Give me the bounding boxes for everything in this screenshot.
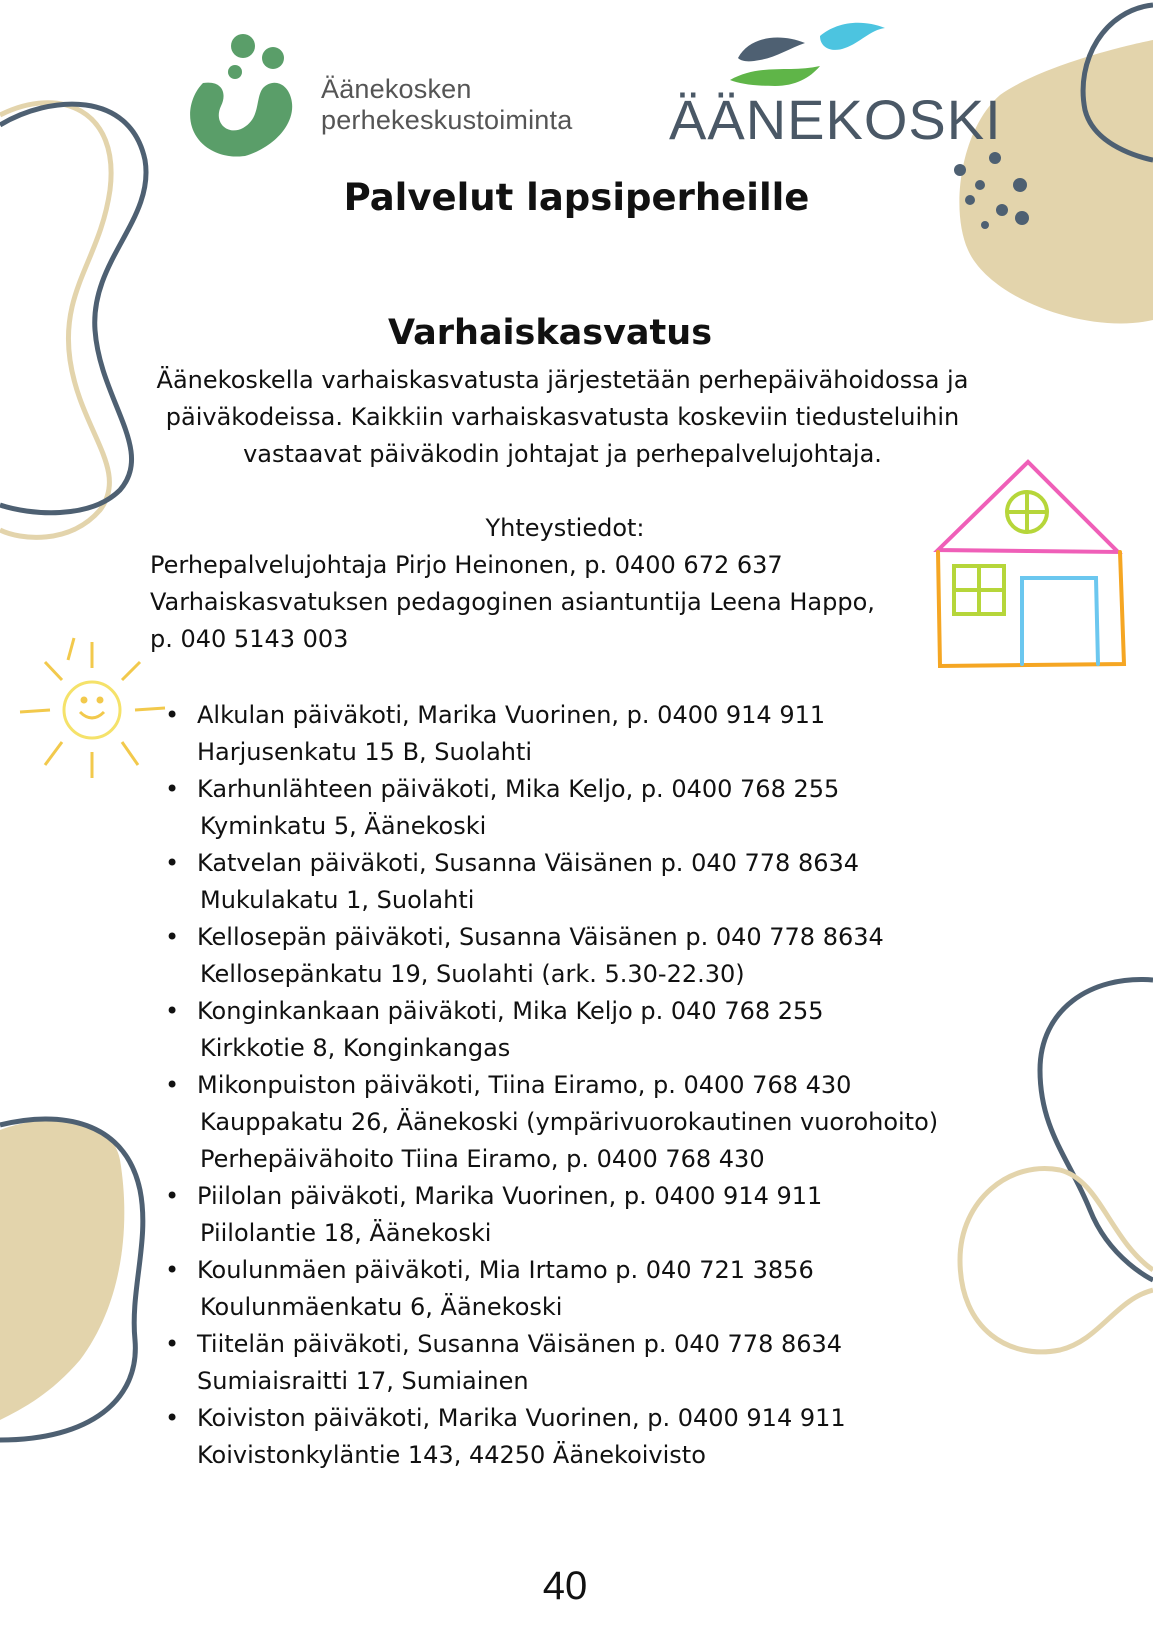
daycare-address: Sumiaisraitti 17, Sumiainen — [197, 1367, 529, 1395]
sun-drawing-icon — [20, 638, 165, 778]
city-name: ÄÄNEKOSKI — [669, 88, 1002, 151]
daycare-contact: • Mikonpuiston päiväkoti, Tiina Eiramo, p. 0400 768 430 — [197, 1071, 852, 1099]
intro-line: päiväkodeissa. Kaikkiin varhaiskasvatusta koskeviin tiedusteluihin — [165, 403, 960, 431]
list-item — [165, 1067, 995, 1178]
list-item — [165, 1178, 995, 1252]
daycare-address: Mukulakatu 1, Suolahti — [200, 886, 475, 914]
contact-pedagogical-expert: Varhaiskasvatuksen pedagoginen asiantuntija Leena Happo, — [150, 588, 875, 616]
org-name-line2: perhekeskustoiminta — [321, 105, 573, 135]
daycare-address: Piilolantie 18, Äänekoski — [200, 1219, 492, 1247]
contact-pedagogical-expert-phone: p. 040 5143 003 — [150, 625, 349, 653]
family-heart-logo-icon — [183, 28, 308, 163]
list-item — [165, 1326, 995, 1400]
beige-blob-bottom-left — [0, 1120, 124, 1420]
daycare-contact: • Koulunmäen päiväkoti, Mia Irtamo p. 040 721 3856 — [197, 1256, 814, 1284]
section-title: Varhaiskasvatus — [387, 313, 713, 353]
list-item — [165, 919, 995, 993]
list-item — [165, 1252, 995, 1326]
intro-line: vastaavat päiväkodin johtajat ja perhepalvelujohtaja. — [243, 440, 882, 468]
org-name-line1: Äänekosken — [321, 74, 472, 104]
daycare-list — [165, 697, 995, 1474]
daycare-contact: • Konginkankaan päiväkoti, Mika Keljo p. 040 768 255 — [197, 997, 824, 1025]
daycare-contact: • Piilolan päiväkoti, Marika Vuorinen, p. 0400 914 911 — [197, 1182, 823, 1210]
family-daycare-contact: Perhepäivähoito Tiina Eiramo, p. 0400 768 430 — [200, 1145, 765, 1173]
list-item — [165, 697, 995, 771]
contacts-heading: Yhteystiedot: — [485, 514, 645, 542]
daycare-contact: • Tiitelän päiväkoti, Susanna Väisänen p. 040 778 8634 — [197, 1330, 843, 1358]
slate-curve-bottom-right — [1040, 980, 1153, 1280]
daycare-contact: • Koiviston päiväkoti, Marika Vuorinen, p. 0400 914 911 — [197, 1404, 846, 1432]
list-item — [165, 845, 995, 919]
daycare-address: Kauppakatu 26, Äänekoski (ympärivuorokautinen vuorohoito) — [200, 1108, 939, 1136]
daycare-contact: • Katvelan päiväkoti, Susanna Väisänen p. 040 778 8634 — [197, 849, 860, 877]
daycare-address: Kellosepänkatu 19, Suolahti (ark. 5.30-22.30) — [200, 960, 745, 988]
list-item — [165, 993, 995, 1067]
daycare-address: Koulunmäenkatu 6, Äänekoski — [200, 1293, 563, 1321]
contact-director: Perhepalvelujohtaja Pirjo Heinonen, p. 0400 672 637 — [150, 551, 783, 579]
daycare-contact: • Kellosepän päiväkoti, Susanna Väisänen p. 040 778 8634 — [197, 923, 884, 951]
org-name — [321, 74, 572, 136]
house-drawing-icon — [938, 462, 1124, 666]
page-title: Palvelut lapsiperheille — [343, 176, 810, 219]
intro-line: Äänekoskella varhaiskasvatusta järjestetään perhepäivähoidossa ja — [156, 366, 969, 394]
perhekeskustoiminta-logo — [183, 28, 573, 163]
page-number: 40 — [542, 1564, 588, 1608]
daycare-address: Koivistonkyläntie 143, 44250 Äänekoivisto — [197, 1441, 706, 1469]
daycare-address: Kirkkotie 8, Konginkangas — [200, 1034, 511, 1062]
aanekoski-city-logo — [665, 18, 1002, 151]
intro-paragraph — [140, 362, 985, 473]
list-item — [165, 1400, 995, 1474]
city-wave-logo-icon — [720, 18, 920, 93]
daycare-contact: • Alkulan päiväkoti, Marika Vuorinen, p. 0400 914 911 — [197, 701, 826, 729]
daycare-address: Harjusenkatu 15 B, Suolahti — [197, 738, 533, 766]
daycare-address: Kyminkatu 5, Äänekoski — [200, 812, 487, 840]
daycare-contact: • Karhunlähteen päiväkoti, Mika Keljo, p. 0400 768 255 — [197, 775, 840, 803]
list-item — [165, 771, 995, 845]
